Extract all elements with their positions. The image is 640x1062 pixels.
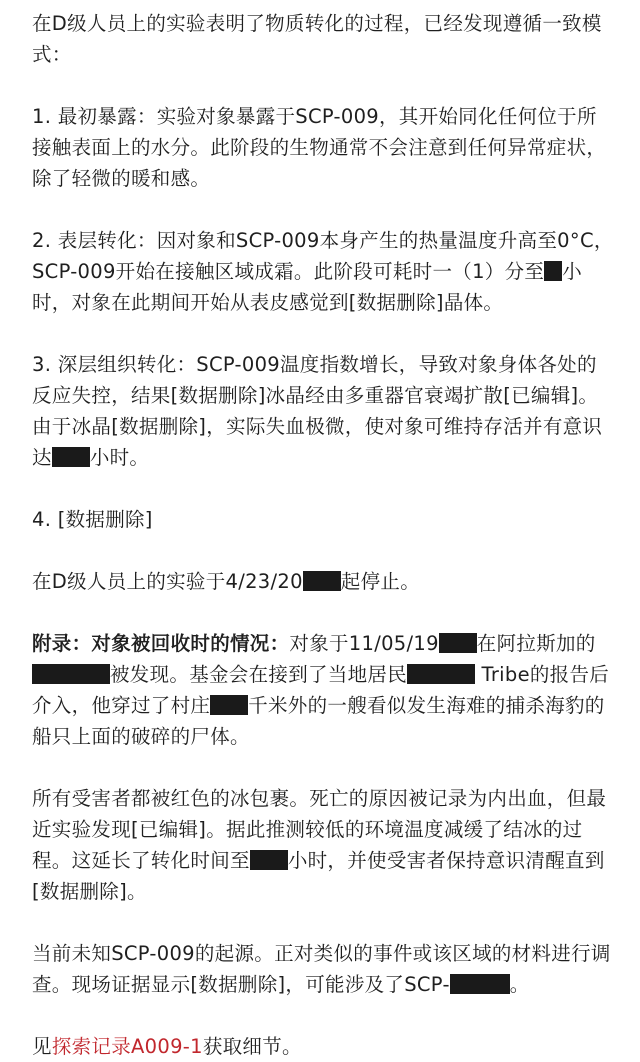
- redaction-bar: [303, 571, 341, 591]
- redaction-bar: [544, 261, 562, 281]
- origin-text-a: 当前未知SCP-009的起源。正对类似的事件或该区域的材料进行调查。现场证据显示[数据删除]，可能涉及了SCP-: [32, 942, 611, 996]
- redaction-bar: [450, 974, 510, 994]
- redaction-bar: [32, 664, 110, 684]
- stage-4-paragraph: 4. [数据删除]: [32, 508, 153, 531]
- intro-paragraph: 在D级人员上的实验表明了物质转化的过程，已经发现遵循一致模式：: [32, 12, 602, 66]
- victims-text-a: 所有受害者都被红色的冰包裹。死亡的原因被记录为内出血，但最近实验发现[已编辑]。据此推测较低的环境温度减缓了结冰的过程。这延长了转化时间至: [32, 787, 607, 872]
- stage-2-text-a: 2. 表层转化：因对象和SCP-009本身产生的热量温度升高至0°C，SCP-009开始在接触区域成霜。此阶段可耗时一（1）分至: [32, 229, 614, 283]
- redaction-bar: [210, 695, 248, 715]
- stage-3-text-a: 3. 深层组织转化：SCP-009温度指数增长，导致对象身体各处的反应失控，结果[数据删除]冰晶经由多重器官衰竭扩散[已编辑]。由于冰晶[数据删除]，实际失血极微，使对象可维持存活并有意识达: [32, 353, 603, 469]
- origin-text-b: 。: [509, 973, 530, 996]
- see-also-suffix: 获取细节。: [202, 1035, 302, 1058]
- halt-text-b: 起停止。: [340, 570, 420, 593]
- appendix-text-d: Tribe的报告后介入，他穿过了村庄: [32, 663, 610, 717]
- stage-1-paragraph: 1. 最初暴露：实验对象暴露于SCP-009，其开始同化任何位于所接触表面上的水分。此阶段的生物通常不会注意到任何异常症状，除了轻微的暖和感。: [32, 105, 607, 190]
- exploration-log-link[interactable]: 探索记录A009-1: [51, 1035, 203, 1058]
- appendix-text-a: 对象于11/05/19: [289, 632, 439, 655]
- stage-3-text-b: 小时。: [89, 446, 150, 469]
- appendix-label: 附录：对象被回收时的情况：: [32, 632, 290, 655]
- victims-text-b: 小时，并使受害者保持意识清醒直到[数据删除]。: [32, 849, 605, 903]
- redaction-bar: [439, 633, 477, 653]
- redaction-bar: [250, 850, 288, 870]
- redaction-bar: [407, 664, 475, 684]
- redaction-bar: [52, 447, 90, 467]
- see-also-prefix: 见: [32, 1035, 52, 1058]
- victims-paragraph: [32, 783, 616, 907]
- stage-2-paragraph: [32, 225, 616, 318]
- stage-3-paragraph: [32, 349, 616, 473]
- appendix-text-b: 在阿拉斯加的: [476, 632, 596, 655]
- see-also-paragraph: [32, 1031, 616, 1062]
- appendix-text-e: 千米外的一艘看似发生海难的捕杀海豹的船只上面的破碎的尸体。: [32, 694, 605, 748]
- document-body: [32, 8, 616, 1062]
- origin-paragraph: [32, 938, 616, 1000]
- appendix-text-c: 被发现。基金会在接到了当地居民: [110, 663, 408, 686]
- stage-2-text-b: 小时，对象在此期间开始从表皮感觉到[数据删除]晶体。: [32, 260, 582, 314]
- halt-text-a: 在D级人员上的实验于4/23/20: [32, 570, 303, 593]
- appendix-paragraph: [32, 628, 616, 752]
- halt-paragraph: [32, 566, 616, 597]
